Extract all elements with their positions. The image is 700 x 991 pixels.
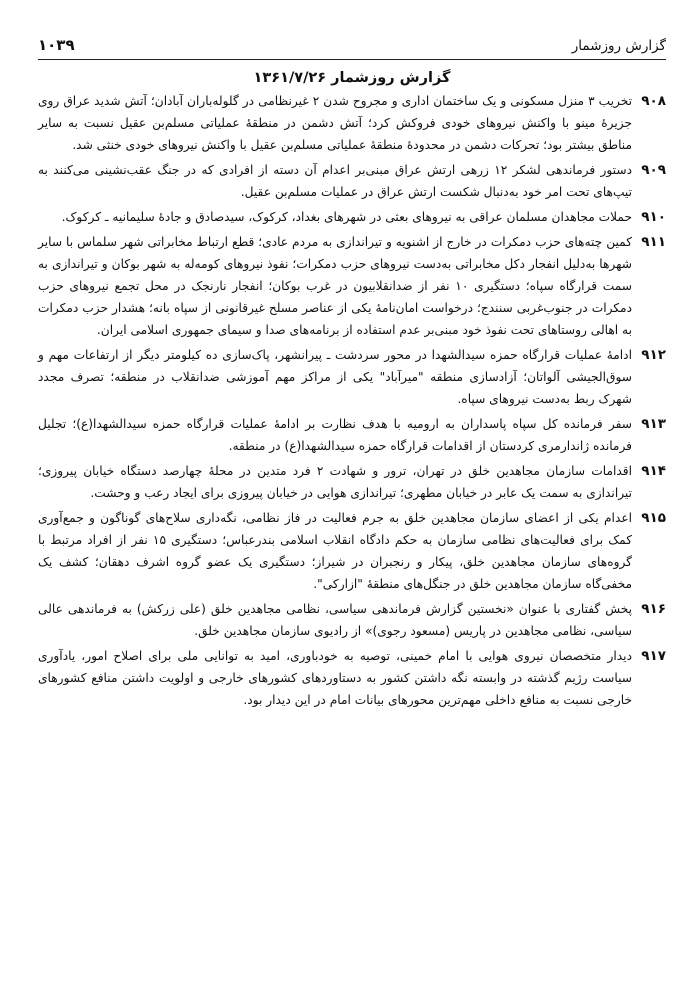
entry-913 <box>38 413 666 457</box>
entry-text: دستور فرماندهی لشکر ۱۲ زرهی ارتش عراق مبنی‌بر اعدام آن دسته از افرادی که در جنگ عقب‌نشینی می‌کنند به تیپ‌های تحت امر خود به‌دنبال شکست ارتش عراق در عملیات مسلم‌بن عقیل. <box>38 163 632 199</box>
page-header <box>38 28 666 60</box>
entry-912 <box>38 344 666 410</box>
entry-text: سفر فرمانده کل سپاه پاسداران به ارومیه با هدف نظارت بر ادامهٔ عملیات قرارگاه حمزه سیدالشهدا(ع)؛ تجلیل فرمانده ژاندارمری کردستان از اقدامات قرارگاه حمزه سیدالشهدا(ع) در منطقه. <box>38 417 632 453</box>
report-title: گزارش روزشمار ۱۳۶۱/۷/۲۶ <box>253 70 451 86</box>
entry-number: ۹۰۹ <box>641 162 666 178</box>
entry-number: ۹۱۴ <box>641 463 666 479</box>
entries-list <box>38 90 666 711</box>
entry-number: ۹۱۶ <box>641 601 666 617</box>
header-title: گزارش روزشمار <box>571 38 666 54</box>
entry-text: تخریب ۳ منزل مسکونی و یک ساختمان اداری و مجروح شدن ۲ غیرنظامی در گلوله‌باران آبادان؛ آتش شدید عراق روی جزیرهٔ مینو با واکنش نیروهای خودی فروکش کرد؛ آتش دشمن در منطقهٔ عملیاتی مسلم‌بن عقیل نسبت به سایر مناطق بیشتر بود؛ تحرکات دشمن در محدودهٔ منطقهٔ عملیاتی مسلم‌بن عقیل با واکنش نیروهای خودی خنثی شد. <box>38 94 632 152</box>
entry-908 <box>38 90 666 156</box>
document-page <box>38 28 666 714</box>
entry-number: ۹۱۰ <box>641 209 666 225</box>
entry-number: ۹۱۷ <box>641 648 666 664</box>
entry-number: ۹۱۱ <box>641 234 666 250</box>
entry-910 <box>38 206 666 228</box>
entry-915 <box>38 507 666 595</box>
entry-number: ۹۱۲ <box>641 347 666 363</box>
entry-909 <box>38 159 666 203</box>
page-number: ۱۰۳۹ <box>38 36 75 54</box>
entry-text: کمین چته‌های حزب دمکرات در خارج از اشنویه و تیراندازی به مردم عادی؛ قطع ارتباط مخابراتی شهر سلماس با سایر شهرها به‌دلیل انفجار دکل مخابراتی به‌دست نیروهای حزب دمکرات؛ نفوذ نیروهای کومه‌له به شهر بوکان و تیراندازی به سمت قرارگاه سپاه؛ دستگیری ۱۰ نفر از ضدانقلابیون در غرب بوکان؛ انفجار نارنجک در محل تجمع نیروهای حزب دمکرات در جنوب‌غربی سنندج؛ درخواست امان‌نامهٔ یکی از عناصر مسلح غیرقانونی از سپاه بانه؛ هشدار حزب دمکرات به اهالی روستاهای تحت نفوذ خود مبنی‌بر عدم استفاده از برنامه‌های صدا و سیمای جمهوری اسلامی ایران. <box>38 235 633 337</box>
entry-911 <box>38 231 666 341</box>
entry-914 <box>38 460 666 504</box>
entry-number: ۹۰۸ <box>641 93 666 109</box>
entry-917 <box>38 645 666 711</box>
entry-text: حملات مجاهدان مسلمان عراقی به نیروهای بعثی در شهرهای بغداد، کرکوک، سیدصادق و جادهٔ سلیمانیه ـ کرکوک. <box>61 210 632 224</box>
entry-916 <box>38 598 666 642</box>
entry-number: ۹۱۳ <box>641 416 666 432</box>
entry-text: اقدامات سازمان مجاهدین خلق در تهران، ترور و شهادت ۲ فرد متدین در محلهٔ چهارصد دستگاه خیابان پیروزی؛ تیراندازی به سمت یک عابر در خیابان مطهری؛ تیراندازی هوایی در خیابان پیروزی برای ایجاد رعب و وحشت. <box>38 464 632 500</box>
entry-text: ادامهٔ عملیات قرارگاه حمزه سیدالشهدا در محور سردشت ـ پیرانشهر، پاک‌سازی ده کیلومتر دیگر از ارتفاعات مهم و سوق‌الجیشی آلواتان؛ آزادسازی منطقه "میرآباد" یکی از مراکز مهم آموزشی ضدانقلاب در منطقه؛ تصرف مجدد شهرک ربط به‌دست نیروهای سپاه. <box>38 348 632 406</box>
entry-number: ۹۱۵ <box>641 510 666 526</box>
entry-text: اعدام یکی از اعضای سازمان مجاهدین خلق به جرم فعالیت در فاز نظامی، نگه‌داری سلاح‌های گوناگون و جمع‌آوری کمک برای فعالیت‌های نظامی سازمان به حکم دادگاه انقلاب اسلامی بندرعباس؛ دستگیری ۱۵ نفر از افراد مرتبط با گروه‌های سازمان مجاهدین خلق، پیکار و رنجبران در شیراز؛ دستگیری یک عضو گروه اشرف دهقان؛ کشف یک مخفی‌گاه سازمان مجاهدین خلق در جنگل‌های منطقهٔ "ازارکی". <box>38 511 632 591</box>
entry-text: دیدار متخصصان نیروی هوایی با امام خمینی، توصیه به خودباوری، امید به توانایی ملی برای اصلاح امور، یادآوری سیاست رژیم گذشته در وابسته نگه داشتن کشور به دستاوردهای کشورهای خارجی و اولویت داشتن منافع کشورهای خارجی نسبت به منافع داخلی مهم‌ترین محورهای بیانات امام در این دیدار بود. <box>38 649 632 707</box>
entry-text: پخش گفتاری با عنوان «نخستین گزارش فرماندهی سیاسی، نظامی مجاهدین خلق (علی زرکش) به فرماندهی عالی سیاسی، نظامی مجاهدین در پاریس (مسعود رجوی)» از رادیوی سازمان مجاهدین خلق. <box>38 602 632 638</box>
